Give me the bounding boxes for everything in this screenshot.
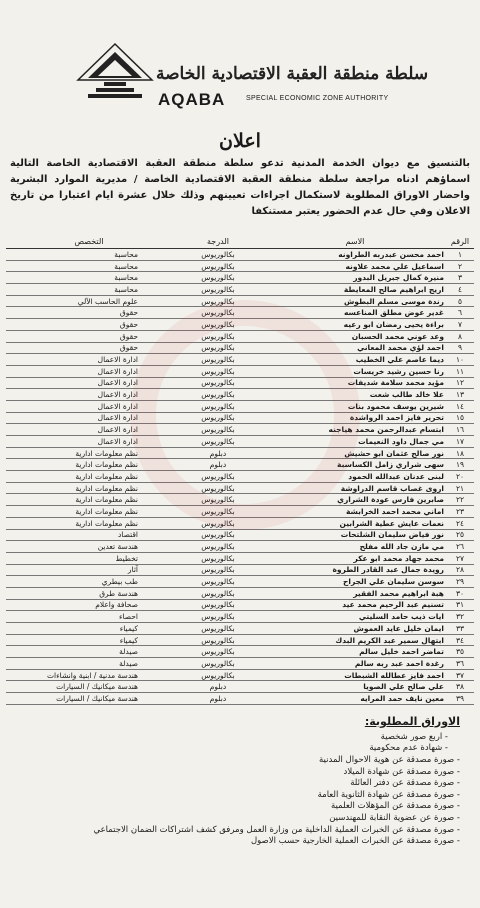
row-name: هبة ابراهيم محمد الفقير (264, 587, 446, 599)
table-row (6, 541, 474, 553)
table-row (6, 459, 474, 471)
required-paper-item: - صورة عن عضوية النقابة للمهندسين (329, 812, 460, 823)
row-number: ١٩ (446, 459, 474, 471)
row-specialization: ادارة الاعمال (6, 436, 172, 448)
row-specialization: صحافة واعلام (6, 599, 172, 611)
table-row (6, 471, 474, 483)
header-degree: الدرجة (172, 234, 264, 249)
row-degree: دبلوم (172, 693, 264, 705)
row-specialization: ادارة الاعمال (6, 424, 172, 436)
row-degree: بكالوريوس (172, 529, 264, 541)
row-name: احمد فايز عطالله الشبطات (264, 669, 446, 681)
row-name: نور فياض سليمان الشلتحات (264, 529, 446, 541)
table-row (6, 669, 474, 681)
row-specialization: ادارة الاعمال (6, 365, 172, 377)
row-number: ١٧ (446, 436, 474, 448)
row-specialization: طب بيطري (6, 576, 172, 588)
required-paper-item: - شهادة عدم محكومية (369, 743, 448, 754)
row-degree: بكالوريوس (172, 623, 264, 635)
row-specialization: نظم معلومات ادارية (6, 517, 172, 529)
table-row (6, 249, 474, 261)
row-number: ٣ (446, 272, 474, 284)
row-degree: بكالوريوس (172, 494, 264, 506)
aqaba-logo-icon (76, 42, 154, 100)
row-degree: بكالوريوس (172, 330, 264, 342)
table-row (6, 552, 474, 564)
row-number: ٢٦ (446, 541, 474, 553)
row-specialization: ادارة الاعمال (6, 354, 172, 366)
row-degree: بكالوريوس (172, 599, 264, 611)
table-body (6, 249, 474, 705)
table-row (6, 400, 474, 412)
table-row (6, 412, 474, 424)
required-paper-item: - صورة مصدقة عن الخبرات العملية الخارجية حسب الاصول (250, 836, 460, 847)
table-row (6, 506, 474, 518)
row-specialization: هندسة مدنية / ابنية وانشاءات (6, 669, 172, 681)
row-degree: بكالوريوس (172, 552, 264, 564)
row-specialization: تخطيط (6, 552, 172, 564)
row-degree: بكالوريوس (172, 342, 264, 354)
table-row (6, 482, 474, 494)
row-degree: بكالوريوس (172, 424, 264, 436)
row-specialization: آثار (6, 564, 172, 576)
row-name: احمد لؤي محمد المعاني (264, 342, 446, 354)
row-number: ٣٨ (446, 681, 474, 693)
row-name: تسنيم عبد الرحيم محمد عيد (264, 599, 446, 611)
announcement-title: اعلان (219, 130, 261, 152)
row-specialization: نظم معلومات ادارية (6, 459, 172, 471)
row-degree: بكالوريوس (172, 295, 264, 307)
row-number: ٢١ (446, 482, 474, 494)
row-specialization: نظم معلومات ادارية (6, 506, 172, 518)
table-row (6, 681, 474, 693)
row-name: سهى شراري زامل الكساسبة (264, 459, 446, 471)
row-number: ٢ (446, 260, 474, 272)
row-number: ١٠ (446, 354, 474, 366)
row-number: ٢٩ (446, 576, 474, 588)
row-degree: بكالوريوس (172, 634, 264, 646)
row-name: مي جمال داود النعيمات (264, 436, 446, 448)
row-specialization: هندسة ميكانيك / السيارات (6, 681, 172, 693)
row-name: رويدة جمال عبد القادر الطروة (264, 564, 446, 576)
row-degree: بكالوريوس (172, 576, 264, 588)
row-specialization: حقوق (6, 307, 172, 319)
row-name: علي صالح علي الصويا (264, 681, 446, 693)
row-number: ٣٥ (446, 646, 474, 658)
table-row (6, 646, 474, 658)
table-row (6, 389, 474, 401)
brand-english-name: AQABA (158, 90, 226, 109)
row-name: شيرين يوسف محمود بنات (264, 400, 446, 412)
table-row (6, 330, 474, 342)
row-number: ١١ (446, 365, 474, 377)
row-number: ٢٣ (446, 506, 474, 518)
row-name: رنا حسين رشيد خريسات (264, 365, 446, 377)
row-number: ٣٦ (446, 658, 474, 670)
row-specialization: نظم معلومات ادارية (6, 482, 172, 494)
table-row (6, 424, 474, 436)
row-degree: بكالوريوس (172, 260, 264, 272)
row-degree: دبلوم (172, 681, 264, 693)
table-row (6, 529, 474, 541)
required-papers (6, 715, 474, 848)
row-degree: بكالوريوس (172, 564, 264, 576)
row-name: اريج ابراهيم صالح المعايطة (264, 284, 446, 296)
row-degree: بكالوريوس (172, 389, 264, 401)
row-name: صابرين فارس عودة الشراري (264, 494, 446, 506)
row-number: ٧ (446, 319, 474, 331)
row-specialization: صيدلة (6, 646, 172, 658)
table-row (6, 447, 474, 459)
row-degree: بكالوريوس (172, 400, 264, 412)
row-name: تماضر احمد خليل سالم (264, 646, 446, 658)
row-specialization: ادارة الاعمال (6, 389, 172, 401)
row-name: محمد جهاد محمد ابو عكر (264, 552, 446, 564)
required-paper-item: - صورة مصدقة عن شهادة الثانوية العامة (317, 789, 460, 800)
row-specialization: نظم معلومات ادارية (6, 494, 172, 506)
row-specialization: اقتصاد (6, 529, 172, 541)
table-row (6, 284, 474, 296)
row-number: ١٦ (446, 424, 474, 436)
row-degree: بكالوريوس (172, 658, 264, 670)
row-name: نور صالح عثمان ابو حشيش (264, 447, 446, 459)
row-number: ١٨ (446, 447, 474, 459)
row-number: ٣٩ (446, 693, 474, 705)
row-specialization: صيدلة (6, 658, 172, 670)
table-row (6, 658, 474, 670)
row-degree: بكالوريوس (172, 272, 264, 284)
row-specialization: علوم الحاسب الآلي (6, 295, 172, 307)
row-specialization: ادارة الاعمال (6, 412, 172, 424)
row-number: ١٥ (446, 412, 474, 424)
row-number: ٢٧ (446, 552, 474, 564)
row-number: ٣٤ (446, 634, 474, 646)
table-row (6, 693, 474, 705)
row-degree: بكالوريوس (172, 541, 264, 553)
row-number: ٩ (446, 342, 474, 354)
row-name: اروى غصاب قاسم الدراوشة (264, 482, 446, 494)
row-specialization: احصاء (6, 611, 172, 623)
required-papers-title: الاوراق المطلوبة: (364, 714, 460, 728)
letterhead (6, 4, 474, 114)
row-degree: بكالوريوس (172, 506, 264, 518)
row-specialization: كيمياء (6, 623, 172, 635)
row-degree: بكالوريوس (172, 482, 264, 494)
row-name: براءة يحيى رمضان ابو رعيه (264, 319, 446, 331)
row-name: مؤيد محمد سلامة شديفات (264, 377, 446, 389)
row-specialization: ادارة الاعمال (6, 377, 172, 389)
table-row (6, 272, 474, 284)
row-degree: بكالوريوس (172, 471, 264, 483)
row-name: منيرة كمال جبريل البدور (264, 272, 446, 284)
row-number: ٢٠ (446, 471, 474, 483)
row-degree: بكالوريوس (172, 412, 264, 424)
row-number: ١٢ (446, 377, 474, 389)
row-name: علا خالد طالب شعت (264, 389, 446, 401)
row-name: وعد عوني محمد الحسبان (264, 330, 446, 342)
row-degree: بكالوريوس (172, 249, 264, 261)
row-number: ٦ (446, 307, 474, 319)
row-number: ٢٤ (446, 517, 474, 529)
row-specialization: ادارة الاعمال (6, 400, 172, 412)
row-name: مي مازن جاد الله مفلح (264, 541, 446, 553)
row-degree: دبلوم (172, 459, 264, 471)
table-row (6, 307, 474, 319)
table-row (6, 611, 474, 623)
brand-arabic-name: سلطة منطقة العقبة الاقتصادية الخاصة (156, 64, 429, 84)
row-number: ١٣ (446, 389, 474, 401)
row-specialization: محاسبة (6, 272, 172, 284)
row-name: لبنى عدنان عبدالله الحمود (264, 471, 446, 483)
row-number: ٤ (446, 284, 474, 296)
row-degree: بكالوريوس (172, 319, 264, 331)
table-row (6, 564, 474, 576)
announcement-intro: بالتنسيق مع ديوان الخدمة المدنية تدعو سلطة منطقة العقبة الاقتصادية الخاصة التالية اسماؤهم ادناه مراجعة سلطة منطقة العقبة الاقتصادية الخاصة / مديرية الموارد البشرية واحضار الاوراق المطلوبة لاستكمال اجراءات تعيينهم وذلك خلال عشرة ايام اعتبارا من تاريخ الاعلان وفي حال عدم الحضور يعتبر مستنكفا (10, 158, 470, 217)
row-name: احمد محسن عبدربه الطراونه (264, 249, 446, 261)
table-row (6, 260, 474, 272)
required-papers-list (6, 732, 460, 848)
brand-subtitle: SPECIAL ECONOMIC ZONE AUTHORITY (246, 95, 389, 102)
row-name: ابتهال سمير عبد الكريم البدك (264, 634, 446, 646)
table-row (6, 587, 474, 599)
row-name: اماني محمد احمد الخرابشة (264, 506, 446, 518)
row-number: ٣٣ (446, 623, 474, 635)
row-specialization: هندسة تعدين (6, 541, 172, 553)
row-name: ايات ذيب حامد السليتي (264, 611, 446, 623)
required-paper-item: - صورة مصدقة عن الخبرات العملية الداخلية من وزارة العمل ومرفق كشف اشتراكات الضمان الاجتماعي (93, 824, 460, 835)
row-degree: بكالوريوس (172, 365, 264, 377)
row-name: رندة موسى مسلم البطوش (264, 295, 446, 307)
row-degree: بكالوريوس (172, 307, 264, 319)
table-row (6, 494, 474, 506)
required-paper-item: - اربع صور شخصية (380, 731, 448, 742)
row-degree: بكالوريوس (172, 646, 264, 658)
row-number: ٣١ (446, 599, 474, 611)
row-number: ٣٠ (446, 587, 474, 599)
row-name: غدير عوض مطلق المناعسه (264, 307, 446, 319)
row-number: ٣٧ (446, 669, 474, 681)
row-specialization: نظم معلومات ادارية (6, 471, 172, 483)
row-number: ١ (446, 249, 474, 261)
header-specialization: التخصص (6, 234, 172, 249)
row-specialization: حقوق (6, 319, 172, 331)
row-degree: بكالوريوس (172, 436, 264, 448)
table-row (6, 295, 474, 307)
row-degree: بكالوريوس (172, 377, 264, 389)
required-paper-item: - صورة مصدقة عن المؤهلات العلمية (330, 801, 460, 812)
row-degree: بكالوريوس (172, 284, 264, 296)
header-number: الرقم (446, 234, 474, 249)
row-name: معين نايف حمد المرايه (264, 693, 446, 705)
table-row (6, 436, 474, 448)
row-specialization: نظم معلومات ادارية (6, 447, 172, 459)
required-paper-item: - صورة مصدقة عن شهادة الميلاد (343, 766, 460, 777)
table-row (6, 623, 474, 635)
row-number: ٢٢ (446, 494, 474, 506)
row-name: سوسن سليمان علي الجراح (264, 576, 446, 588)
row-specialization: محاسبة (6, 284, 172, 296)
row-specialization: محاسبة (6, 260, 172, 272)
table-header-row (6, 234, 474, 249)
table-row (6, 319, 474, 331)
header-name: الاسم (264, 234, 446, 249)
row-specialization: محاسبة (6, 249, 172, 261)
table-row (6, 354, 474, 366)
row-specialization: كيمياء (6, 634, 172, 646)
row-number: ٢٥ (446, 529, 474, 541)
row-number: ١٤ (446, 400, 474, 412)
row-name: نعمات عايش عطية الشرابين (264, 517, 446, 529)
row-name: ايمان خليل عايد العموش (264, 623, 446, 635)
required-paper-item: - صورة مصدقة عن هوية الاحوال المدنية (319, 755, 460, 765)
row-number: ٣٢ (446, 611, 474, 623)
row-degree: بكالوريوس (172, 354, 264, 366)
table-row (6, 599, 474, 611)
row-degree: بكالوريوس (172, 611, 264, 623)
row-name: تحرير فايز احمد الرواشدة (264, 412, 446, 424)
table-row (6, 342, 474, 354)
row-number: ٥ (446, 295, 474, 307)
table-row (6, 576, 474, 588)
appointees-table (6, 234, 474, 705)
row-name: رغدة احمد عبد ربه سالم (264, 658, 446, 670)
row-specialization: هندسة ميكانيك / السيارات (6, 693, 172, 705)
row-number: ٨ (446, 330, 474, 342)
row-number: ٢٨ (446, 564, 474, 576)
table-row (6, 517, 474, 529)
row-name: ديما عاصم علي الخطيب (264, 354, 446, 366)
table-row (6, 377, 474, 389)
row-specialization: حقوق (6, 330, 172, 342)
row-degree: دبلوم (172, 447, 264, 459)
row-degree: بكالوريوس (172, 517, 264, 529)
row-degree: بكالوريوس (172, 587, 264, 599)
table-row (6, 365, 474, 377)
table-row (6, 634, 474, 646)
required-paper-item: - صورة مصدقة عن دفتر العائلة (350, 778, 460, 789)
row-degree: بكالوريوس (172, 669, 264, 681)
row-name: ابتسام عبدالرحمن محمد هياجنه (264, 424, 446, 436)
row-specialization: هندسة طرق (6, 587, 172, 599)
row-specialization: حقوق (6, 342, 172, 354)
row-name: اسماعيل علي محمد علاونه (264, 260, 446, 272)
